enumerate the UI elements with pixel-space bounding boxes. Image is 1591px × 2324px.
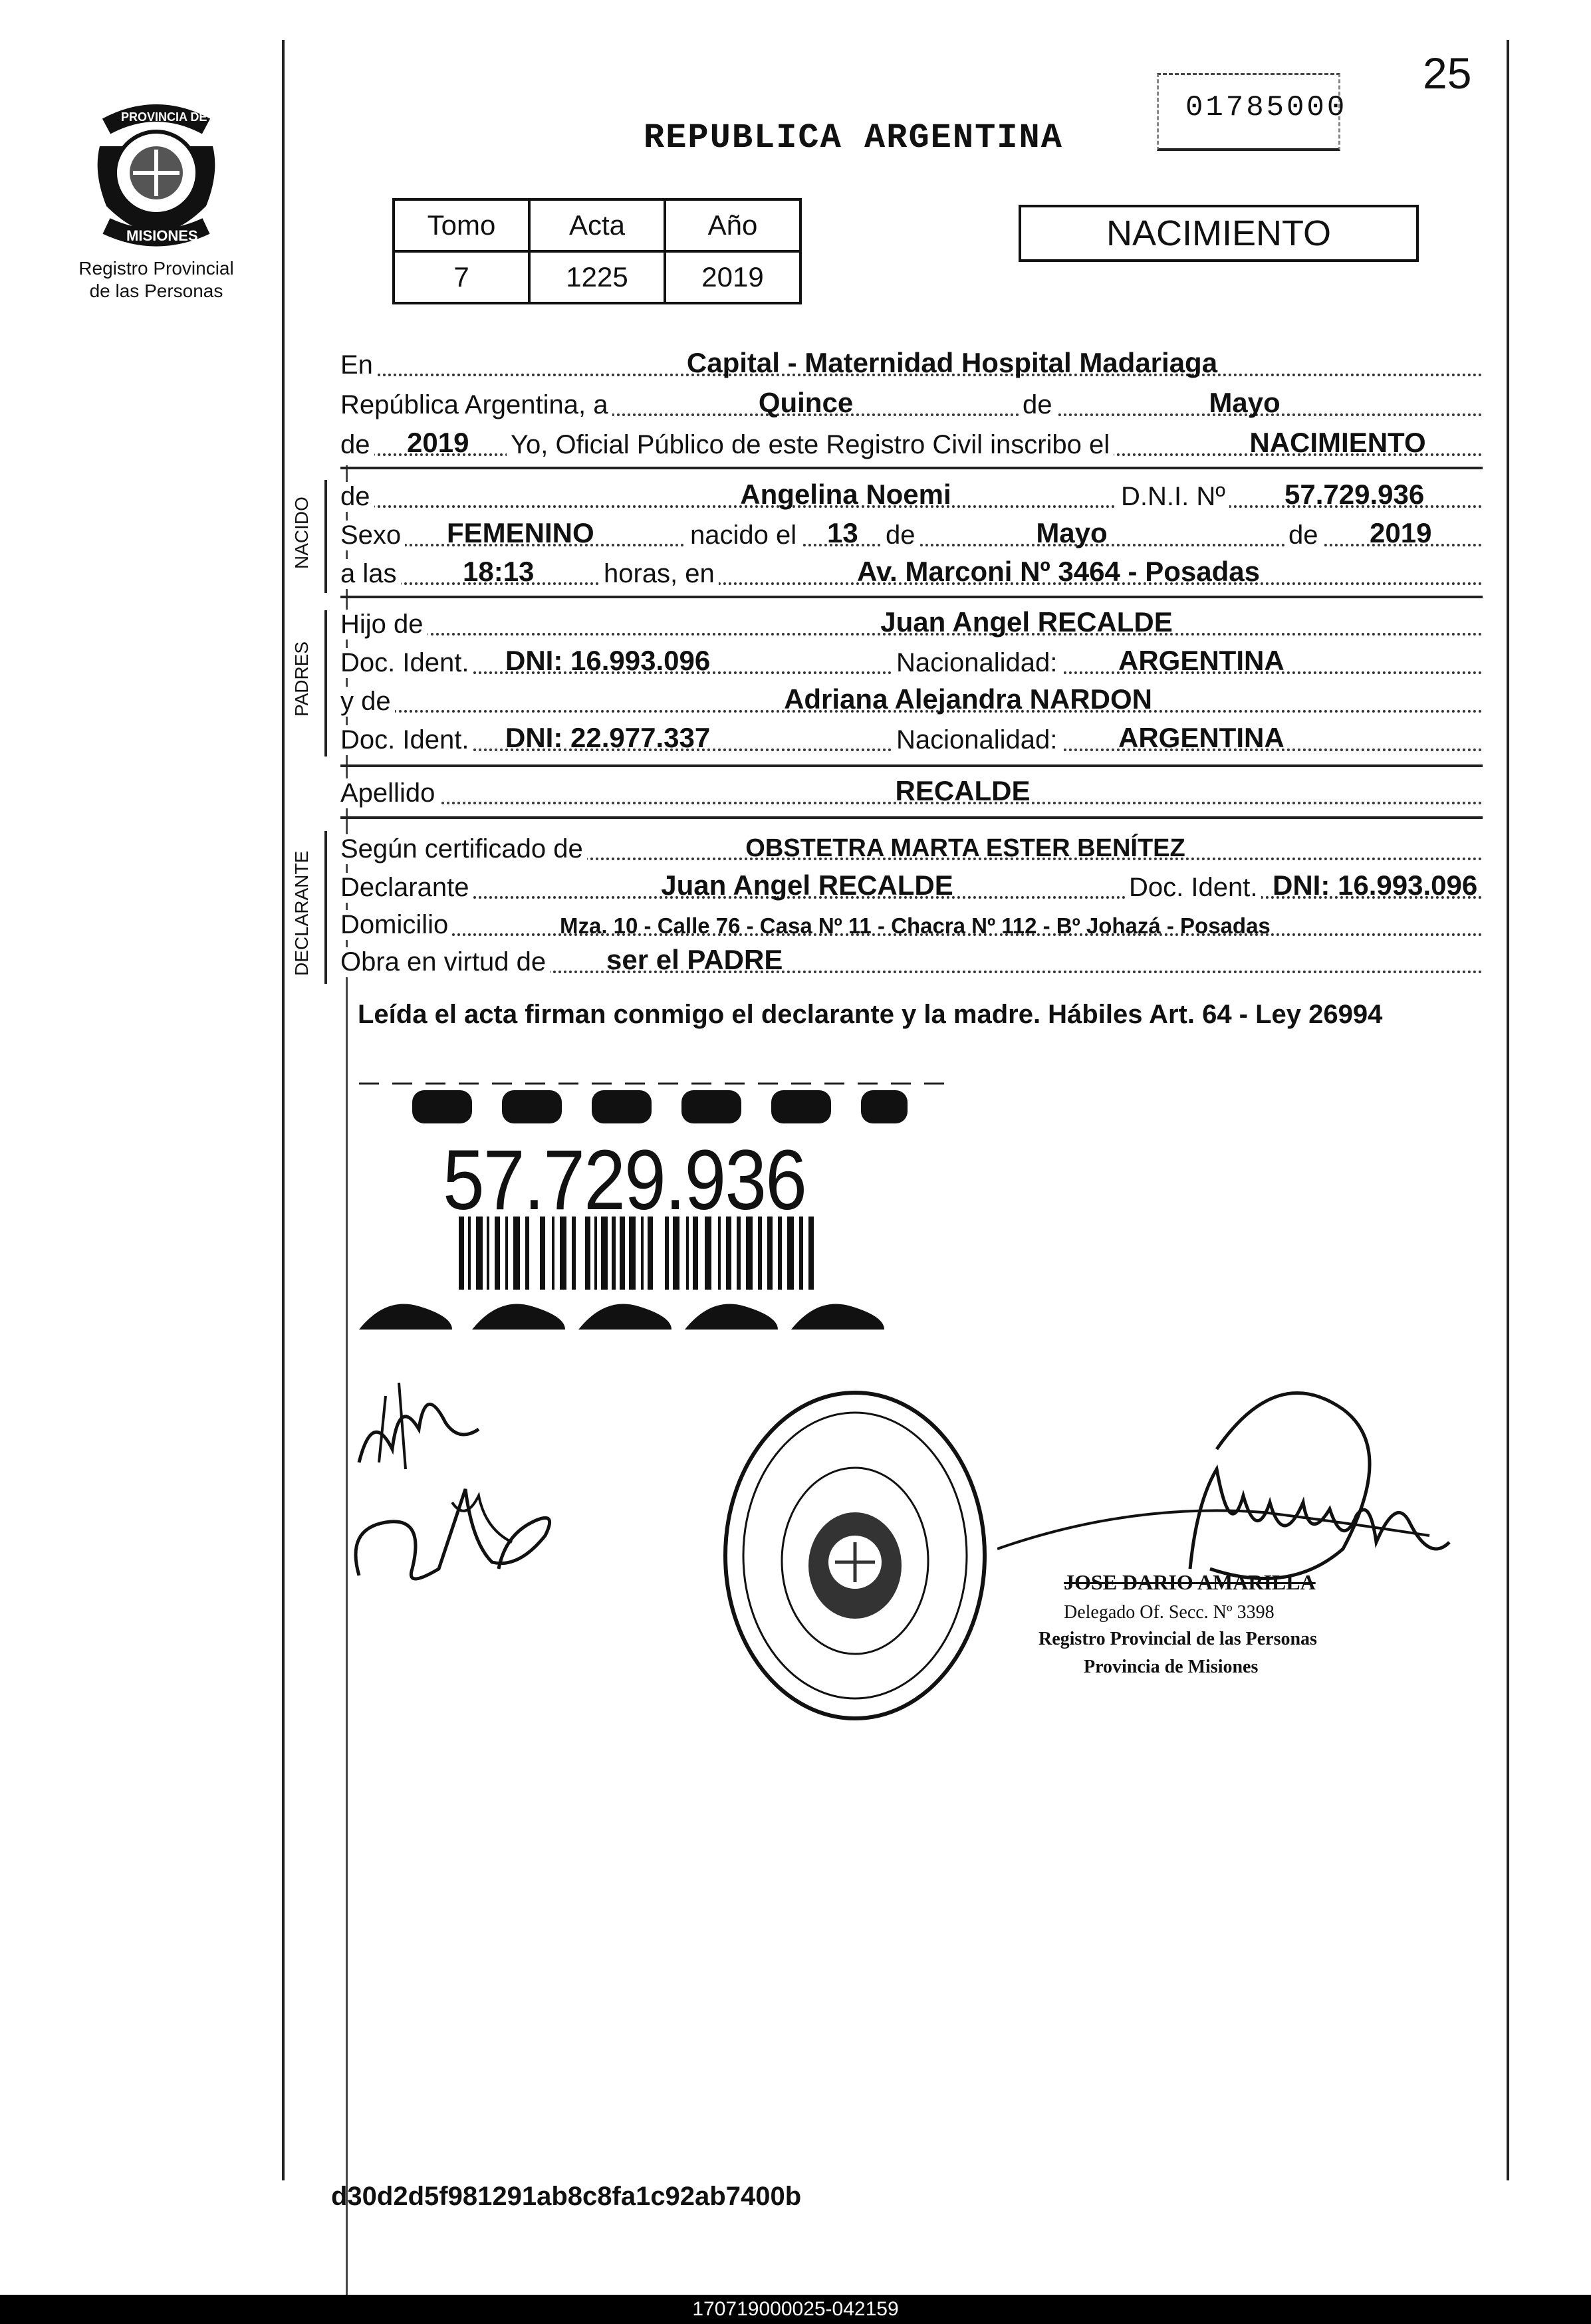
father-doc-label: Doc. Ident. [340, 648, 473, 678]
row-en [340, 346, 1483, 384]
mother-nat-value: ARGENTINA [1118, 722, 1285, 753]
anio-value: 2019 [665, 251, 800, 303]
a-las-label: a las [340, 559, 401, 589]
father-name-value: Juan Angel RECALDE [880, 606, 1173, 638]
declarante-doc-value: DNI: 16.993.096 [1273, 870, 1478, 901]
domicilio-value: Mza. 10 - Calle 76 - Casa Nº 11 - Chacra Nº 112 - Bº Johazá - Posadas [560, 913, 1271, 938]
birth-address-value: Av. Marconi Nº 3464 - Posadas [857, 556, 1260, 587]
country-title: REPUBLICA ARGENTINA [644, 118, 1063, 158]
row-a-las [340, 554, 1483, 593]
mother-doc-label: Doc. Ident. [340, 725, 473, 755]
right-margin-line [1507, 40, 1509, 2180]
nacido-de-label: de [340, 482, 374, 512]
nacido-side-label: NACIDO [291, 497, 312, 569]
control-number: 01785000 [1185, 91, 1348, 124]
segun-label: Según certificado de [340, 834, 587, 864]
legal-note: Leída el acta firman conmigo el declarante y la madre. Hábiles Art. 64 - Ley 26994 [358, 1000, 1383, 1029]
officer-title: Delegado Of. Secc. Nº 3398 [1064, 1602, 1275, 1623]
father-nat-label: Nacionalidad: [892, 648, 1061, 678]
declarante-signature [346, 1369, 572, 1595]
declarante-name-value: Juan Angel RECALDE [661, 870, 953, 901]
sexo-label: Sexo [340, 521, 405, 550]
dni-sticker [359, 1077, 951, 1330]
row-hijo-de [340, 605, 1483, 643]
mother-doc-value: DNI: 22.977.337 [505, 722, 711, 753]
father-doc-value: DNI: 16.993.096 [505, 645, 711, 676]
declarante-doc-label: Doc. Ident. [1125, 873, 1261, 903]
declarante-label: Declarante [340, 873, 473, 903]
officer-name: JOSE DARIO AMARILLA [1064, 1570, 1316, 1594]
page-number: 25 [1423, 49, 1472, 98]
row-sexo [340, 516, 1483, 554]
nacido-bracket [324, 480, 327, 593]
mother-name-value: Adriana Alejandra NARDON [784, 683, 1152, 715]
birth-day-value: 13 [827, 517, 858, 548]
y-de-label: y de [340, 687, 395, 717]
dni-label: D.N.I. Nº [1117, 482, 1229, 512]
declarante-bracket [324, 831, 327, 984]
left-margin-line [282, 40, 285, 2180]
logo-text-bottom: MISIONES [126, 227, 198, 244]
officer-org: Registro Provincial de las Personas [1039, 1629, 1317, 1649]
province-logo [80, 100, 233, 253]
mother-nat-label: Nacionalidad: [892, 725, 1061, 755]
row-obra [340, 943, 1483, 981]
row-declarante [340, 868, 1483, 907]
divider-apellido-top [340, 764, 1483, 767]
row-father-doc [340, 643, 1483, 682]
row-year-officer [340, 425, 1483, 464]
divider-declarante-top [340, 816, 1483, 819]
row-nacido-name [340, 477, 1483, 516]
horas-label: horas, en [600, 559, 719, 589]
footer-code: 170719000025-042159 [0, 2295, 1591, 2324]
en-label: En [340, 350, 377, 380]
divider-padres-top [340, 596, 1483, 598]
apellido-value: RECALDE [895, 775, 1031, 806]
row-y-de [340, 682, 1483, 721]
apellido-label: Apellido [340, 778, 439, 808]
birth-time-value: 18:13 [463, 556, 535, 587]
control-number-box [1157, 73, 1348, 151]
row-segun [340, 830, 1483, 868]
birth-year-value: 2019 [1370, 517, 1432, 548]
father-nat-value: ARGENTINA [1118, 645, 1285, 676]
nacido-el-label: nacido el [686, 521, 800, 550]
padres-bracket [324, 610, 327, 756]
child-name-value: Angelina Noemi [740, 479, 951, 510]
acta-value: 1225 [529, 251, 665, 303]
padres-side-label: PADRES [291, 641, 312, 717]
document-hash: d30d2d5f981291ab8c8fa1c92ab7400b [331, 2182, 802, 2211]
republica-label: República Argentina, a [340, 390, 612, 420]
record-type-box: NACIMIENTO [1019, 205, 1419, 262]
de-label-2: de [340, 430, 374, 460]
volume-table [392, 198, 802, 304]
child-dni-value: 57.729.936 [1285, 479, 1425, 510]
day-words-value: Quince [758, 387, 854, 418]
obra-value: ser el PADRE [606, 944, 783, 975]
divider-nacido-top [340, 467, 1483, 469]
domicilio-label: Domicilio [340, 910, 452, 940]
sticker-number: 57.729.936 [443, 1133, 806, 1228]
sexo-value: FEMENINO [447, 517, 594, 548]
birth-month-value: Mayo [1036, 517, 1108, 548]
month-value: Mayo [1209, 387, 1281, 418]
officer-text: Yo, Oficial Público de este Registro Civil inscribo el [507, 430, 1114, 460]
logo-text-top: PROVINCIA DE [121, 110, 207, 124]
acta-header: Acta [529, 199, 665, 251]
year-value: 2019 [407, 427, 469, 458]
officer-province: Provincia de Misiones [1084, 1657, 1259, 1677]
logo-org-line2: de las Personas [89, 281, 223, 301]
anio-header: Año [665, 199, 800, 251]
certificate-value: OBSTETRA MARTA ESTER BENÍTEZ [745, 834, 1185, 862]
row-mother-doc [340, 721, 1483, 759]
hijo-de-label: Hijo de [340, 610, 428, 639]
logo-org-line1: Registro Provincial [78, 258, 234, 279]
birth-de-label: de [882, 521, 919, 550]
row-domicilio [340, 905, 1483, 944]
inscribed-type-value: NACIMIENTO [1249, 427, 1426, 458]
row-apellido [340, 774, 1483, 812]
birth-de-label-2: de [1285, 521, 1322, 550]
place-value: Capital - Maternidad Hospital Madariaga [686, 347, 1218, 378]
row-republica [340, 386, 1483, 424]
tomo-value: 7 [394, 251, 529, 303]
declarante-side-label: DECLARANTE [291, 850, 312, 976]
obra-label: Obra en virtud de [340, 947, 550, 977]
official-seal [715, 1383, 995, 1728]
tomo-header: Tomo [394, 199, 529, 251]
de-label-1: de [1019, 390, 1056, 420]
